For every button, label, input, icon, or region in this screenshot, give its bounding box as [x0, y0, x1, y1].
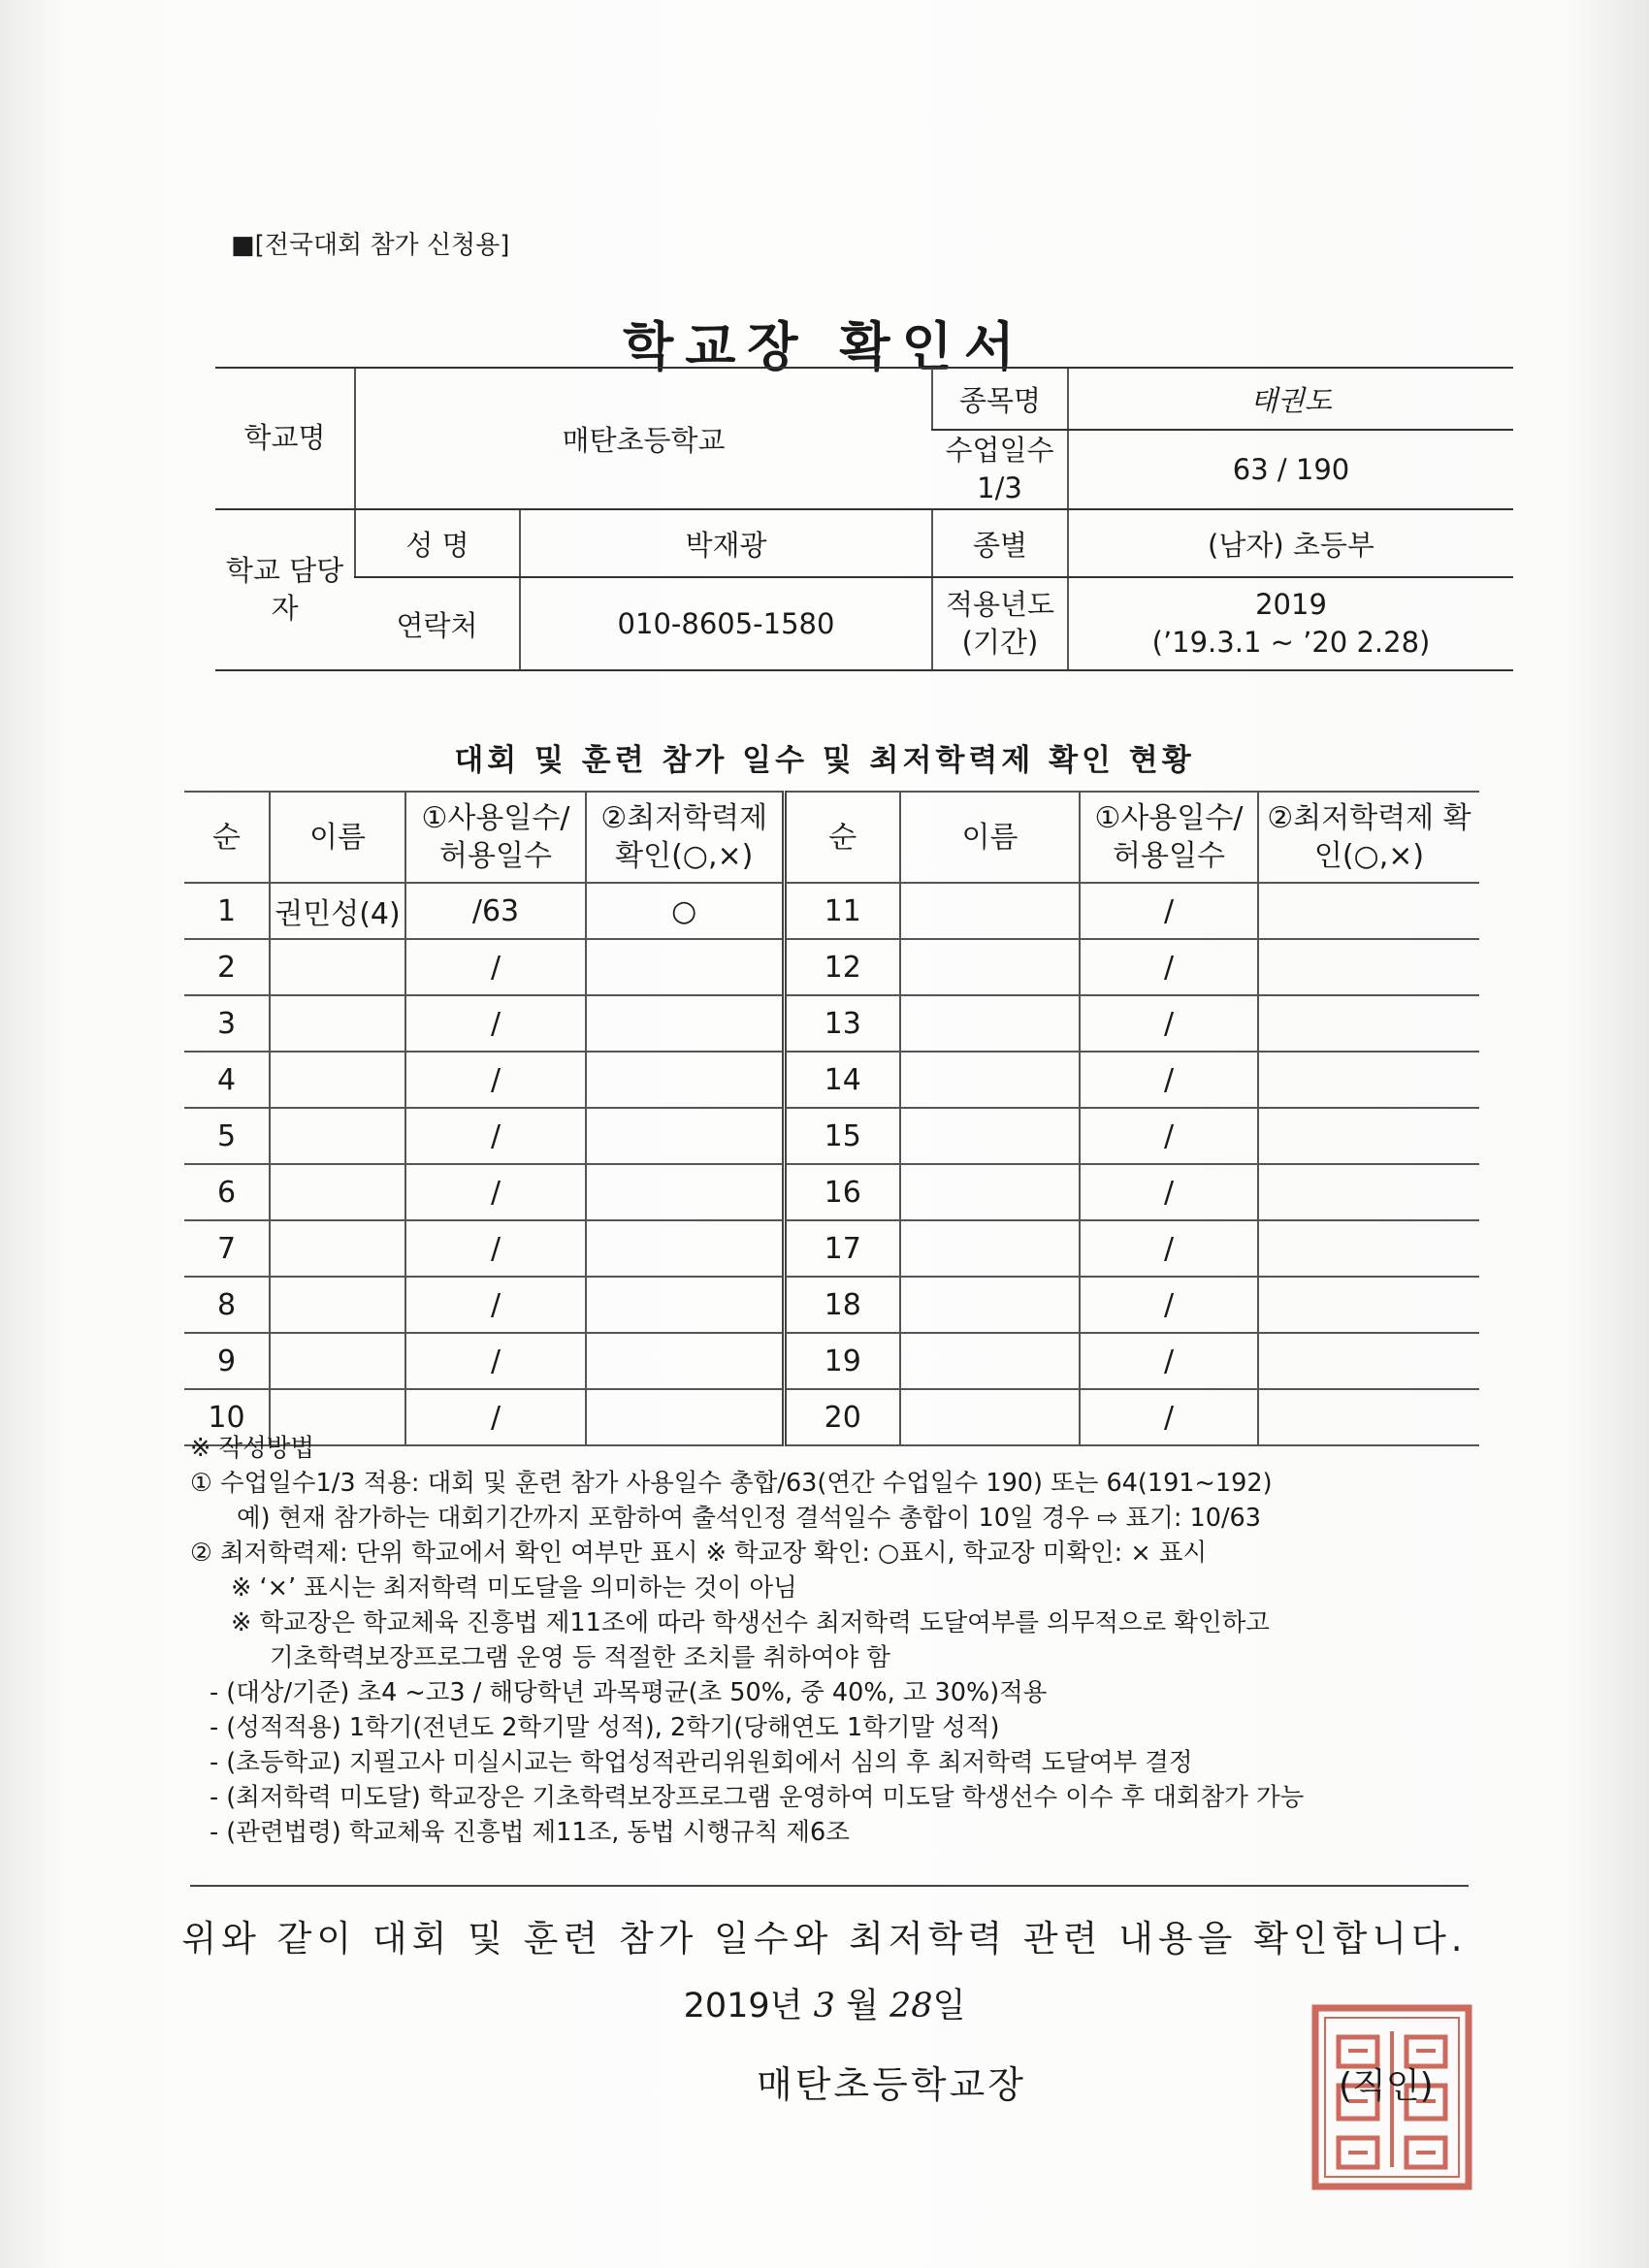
row-number: 2 — [184, 939, 270, 995]
row-number: 14 — [784, 1052, 900, 1108]
student-name — [900, 1108, 1080, 1164]
document-tag: ■[전국대회 참가 신청용] — [231, 231, 510, 260]
manager-label: 학교 담당자 — [215, 509, 355, 670]
row-number: 9 — [184, 1333, 270, 1389]
date-month-unit: 월 — [846, 1987, 879, 2025]
roster-row — [184, 1164, 1479, 1220]
student-name — [900, 1333, 1080, 1389]
note-4a: ※ 학교장은 학교체육 진흥법 제11조에 따라 학생선수 최저학력 도달여부를 의무적으로 확인하고 — [231, 1608, 1270, 1637]
category-label: 종별 — [932, 509, 1068, 577]
row-number: 18 — [784, 1277, 900, 1333]
grade-check — [1258, 1277, 1479, 1333]
student-name — [270, 939, 405, 995]
note-1a: ① 수업일수1/3 적용: 대회 및 훈련 참가 사용일수 총합/63(연간 수업일수 190) 또는 64(191~192) — [190, 1469, 1273, 1498]
row-number: 12 — [784, 939, 900, 995]
name-label: 성 명 — [355, 509, 520, 577]
row-number: 13 — [784, 995, 900, 1052]
row-number: 1 — [184, 883, 270, 939]
row-number: 5 — [184, 1108, 270, 1164]
header-no: 순 — [184, 792, 270, 883]
row-number: 20 — [784, 1389, 900, 1445]
row-number: 10 — [184, 1389, 270, 1445]
grade-check — [586, 1277, 784, 1333]
days-used: / — [405, 939, 586, 995]
days-used: / — [405, 995, 586, 1052]
student-name — [900, 883, 1080, 939]
instructions — [190, 1431, 1480, 1850]
days-used: / — [1080, 1164, 1258, 1220]
note-2: ② 최저학력제: 단위 학교에서 확인 여부만 표시 ※ 학교장 확인: ○표시, 학교장 미확인: × 표시 — [190, 1539, 1208, 1568]
days-used: / — [1080, 1220, 1258, 1277]
contact-label: 연락처 — [355, 577, 520, 670]
row-number: 6 — [184, 1164, 270, 1220]
days-label: 수업일수 1/3 — [932, 430, 1068, 509]
date-month: 3 — [813, 1987, 835, 2025]
student-name — [900, 1164, 1080, 1220]
days-used: / — [405, 1164, 586, 1220]
days-used: / — [405, 1052, 586, 1108]
year-label: 적용년도 (기간) — [932, 577, 1068, 670]
days-used: / — [405, 1108, 586, 1164]
days-used: / — [1080, 1389, 1258, 1445]
days-used: / — [1080, 1052, 1258, 1108]
days-used: / — [1080, 1333, 1258, 1389]
days-used: / — [1080, 1277, 1258, 1333]
days-used: / — [405, 1220, 586, 1277]
roster-row — [184, 883, 1479, 939]
date-year: 2019년 — [683, 1987, 803, 2025]
row-number: 8 — [184, 1277, 270, 1333]
days-used: / — [1080, 883, 1258, 939]
row-number: 19 — [784, 1333, 900, 1389]
school-value: 매탄초등학교 — [355, 368, 932, 509]
row-number: 15 — [784, 1108, 900, 1164]
year-value: 2019 — [1255, 587, 1327, 621]
roster-row — [184, 995, 1479, 1052]
grade-check — [1258, 1052, 1479, 1108]
category-value: (남자) 초등부 — [1068, 509, 1513, 577]
student-name — [270, 1164, 405, 1220]
days-value: 63 / 190 — [1068, 430, 1513, 509]
days-used: / — [1080, 995, 1258, 1052]
roster-row — [184, 1220, 1479, 1277]
student-name — [900, 995, 1080, 1052]
days-used: / — [1080, 939, 1258, 995]
document-title: 학교장 확인서 — [623, 316, 1026, 377]
note-4b: 기초학력보장프로그램 운영 등 적절한 조치를 취하여야 함 — [270, 1643, 890, 1672]
days-used: / — [405, 1277, 586, 1333]
row-number: 3 — [184, 995, 270, 1052]
notes-heading: ※ 작성방법 — [190, 1434, 315, 1463]
contact-value: 010-8605-1580 — [520, 577, 932, 670]
grade-check — [586, 939, 784, 995]
student-name — [900, 1277, 1080, 1333]
header-no: 순 — [784, 792, 900, 883]
header-days: ①사용일수/ 허용일수 — [405, 792, 586, 883]
confirmation-statement: 위와 같이 대회 및 훈련 참가 일수와 최저학력 관련 내용을 확인합니다. — [181, 1918, 1468, 1960]
sport-value: 태권도 — [1068, 368, 1513, 430]
days-used: /63 — [405, 883, 586, 939]
grade-check — [586, 995, 784, 1052]
year-cell — [1068, 577, 1513, 670]
student-name — [270, 1052, 405, 1108]
note-dash-3: - (초등학교) 지필고사 미실시교는 학업성적관리위원회에서 심의 후 최저학력 도달여부 결정 — [210, 1748, 1193, 1777]
school-label: 학교명 — [215, 368, 355, 509]
grade-check: ○ — [586, 883, 784, 939]
student-name — [900, 1052, 1080, 1108]
student-name — [270, 995, 405, 1052]
roster-row — [184, 939, 1479, 995]
days-used: / — [1080, 1108, 1258, 1164]
grade-check — [1258, 1164, 1479, 1220]
sport-label: 종목명 — [932, 368, 1068, 430]
roster-row — [184, 1333, 1479, 1389]
header-name: 이름 — [270, 792, 405, 883]
header-check: ②최저학력제 확인(○,×) — [1258, 792, 1479, 883]
roster-row — [184, 1277, 1479, 1333]
period-value: (’19.3.1 ~ ’20 2.28) — [1151, 626, 1431, 659]
roster-body — [184, 883, 1479, 1445]
student-name — [270, 1220, 405, 1277]
grade-check — [1258, 1108, 1479, 1164]
grade-check — [586, 1108, 784, 1164]
roster-table — [184, 791, 1479, 1446]
grade-check — [1258, 1220, 1479, 1277]
date-day: 28 — [889, 1987, 933, 2025]
row-number: 17 — [784, 1220, 900, 1277]
grade-check — [586, 1052, 784, 1108]
days-used: / — [405, 1333, 586, 1389]
roster-title: 대회 및 훈련 참가 일수 및 최저학력제 확인 현황 — [454, 743, 1195, 778]
grade-check — [586, 1164, 784, 1220]
note-dash-5: - (관련법령) 학교체육 진흥법 제11조, 동법 시행규칙 제6조 — [210, 1818, 850, 1847]
grade-check — [586, 1220, 784, 1277]
row-number: 4 — [184, 1052, 270, 1108]
note-3: ※ ‘×’ 표시는 최저학력 미도달을 의미하는 것이 아님 — [231, 1573, 797, 1603]
student-name — [900, 939, 1080, 995]
grade-check — [1258, 883, 1479, 939]
student-name — [900, 1220, 1080, 1277]
roster-row — [184, 1108, 1479, 1164]
header-name: 이름 — [900, 792, 1080, 883]
days-used: / — [405, 1389, 586, 1445]
name-value: 박재광 — [520, 509, 932, 577]
grade-check — [1258, 939, 1479, 995]
header-days: ①사용일수/ 허용일수 — [1080, 792, 1258, 883]
grade-check — [586, 1333, 784, 1389]
grade-check — [1258, 1333, 1479, 1389]
row-number: 7 — [184, 1220, 270, 1277]
grade-check — [1258, 995, 1479, 1052]
student-name — [270, 1333, 405, 1389]
note-1b: 예) 현재 참가하는 대회기간까지 포함하여 출석인정 결석일수 총합이 10일 경우 ⇨ 표기: 10/63 — [237, 1504, 1261, 1533]
student-name — [270, 1108, 405, 1164]
student-name — [270, 1277, 405, 1333]
student-name: 권민성(4) — [270, 883, 405, 939]
roster-row — [184, 1052, 1479, 1108]
note-dash-4: - (최저학력 미도달) 학교장은 기초학력보장프로그램 운영하여 미도달 학생선수 이수 후 대회참가 가능 — [210, 1783, 1305, 1812]
school-info-table — [215, 367, 1513, 671]
note-dash-2: - (성적적용) 1학기(전년도 2학기말 성적), 2학기(당해연도 1학기말 성적) — [210, 1713, 1000, 1742]
seal-label: (직인) — [1339, 2066, 1434, 2106]
header-check: ②최저학력제 확인(○,×) — [586, 792, 784, 883]
note-dash-1: - (대상/기준) 초4 ~고3 / 해당학년 과목평균(초 50%, 중 40%, 고 30%)적용 — [210, 1678, 1048, 1707]
date-day-unit: 일 — [932, 1987, 966, 2025]
principal-title: 매탄초등학교장 — [757, 2063, 1026, 2106]
divider — [190, 1885, 1469, 1887]
row-number: 11 — [784, 883, 900, 939]
row-number: 16 — [784, 1164, 900, 1220]
